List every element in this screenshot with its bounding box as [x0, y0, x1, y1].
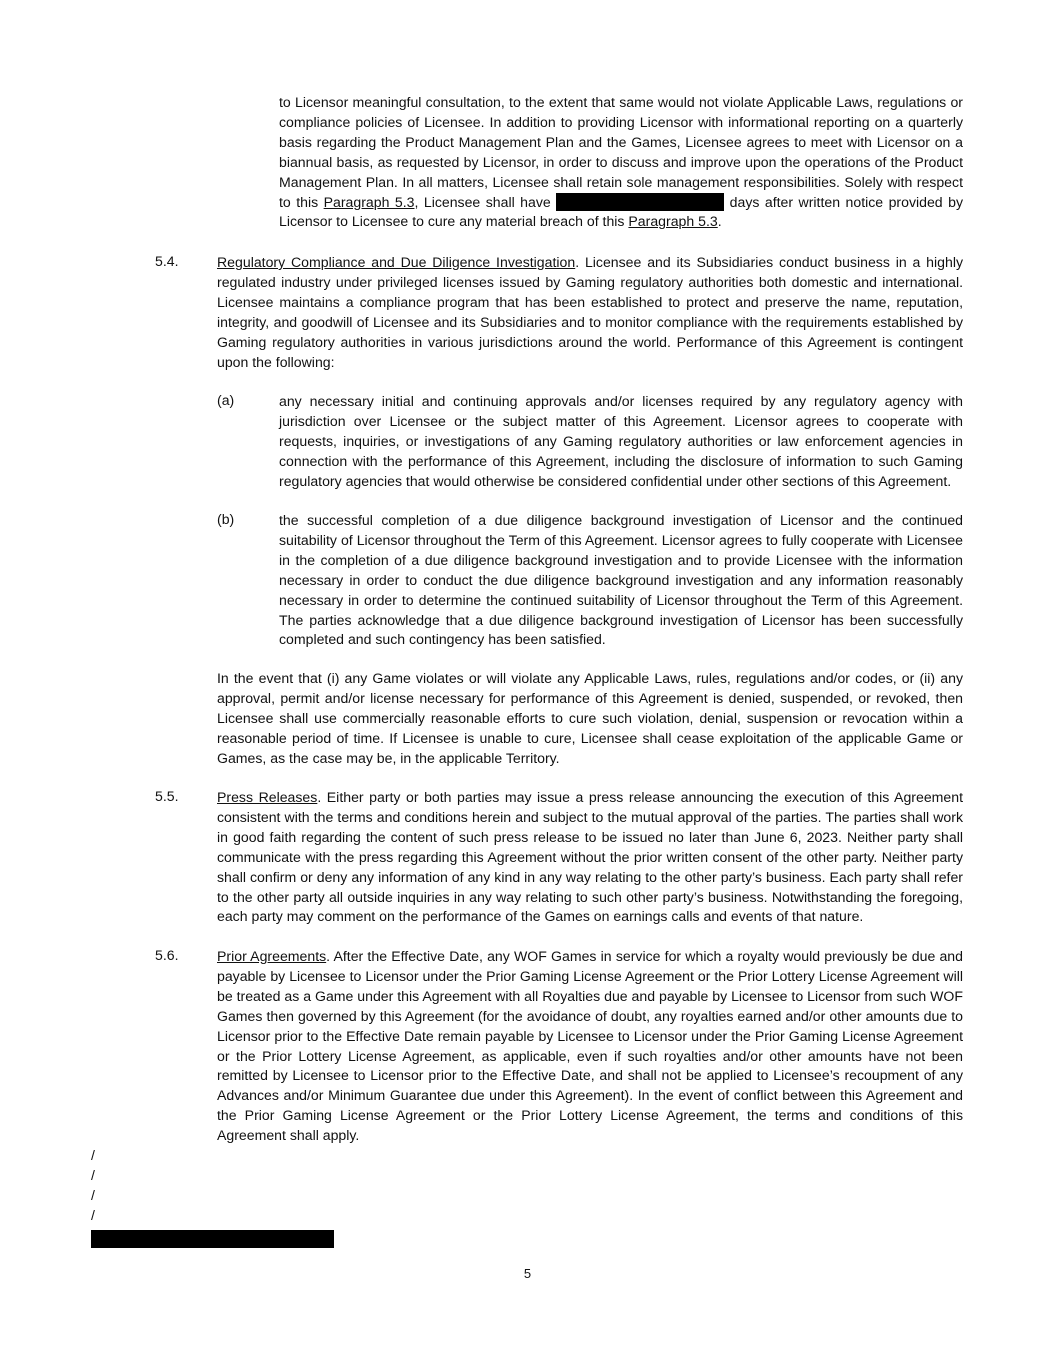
footer-redaction-block	[91, 1230, 334, 1248]
subsection-number: (a)	[217, 392, 235, 408]
subsection-a	[217, 392, 963, 492]
paragraph-ref-link: Paragraph 5.3	[323, 193, 415, 210]
subsection-text: the successful completion of a due diligence background investigation of Licensor and the continued suitability of Licensor throughout the Term of this Agreement. Licensor agrees to fully cooperate with Licensee in the completion of a due diligence background investigation and to provide Licensee with the information necessary in order to conduct the due diligence background investigation and any information reasonably necessary in order to determine the continued suitability of Licensor throughout the Term of this Agreement. The parties acknowledge that a due diligence background investigation of Licensor has been successfully completed and such contingency has been satisfied.	[279, 512, 963, 648]
section-5-6	[155, 947, 963, 1146]
cont-text-d: .	[717, 213, 722, 230]
subsection-text: any necessary initial and continuing approvals and/or licenses required by any regulatory agency with jurisdiction over Licensee or the subject matter of this Agreement. Licensor agrees to cooperate with requests, inquiries, or investigations of any Gaming regulatory authorities or law enforcement agencies in connection with the performance of this Agreement, including the disclosure of information to such Gaming regulatory agencies that would otherwise be considered confidential under other sections of this Agreement.	[279, 393, 963, 489]
section-heading: Prior Agreements	[217, 948, 327, 964]
cont-text-c: days after written notice provided by Licensor to Licensee to cure any material breach of this	[279, 193, 963, 230]
redaction-block	[556, 193, 724, 211]
section-text: . Either party or both parties may issue a press release announcing the execution of this Agreement consistent with the terms and conditions herein and subject to the mutual approval of the parties. The parties shall work in good faith regarding the content of such press release to be issued no later than June 6, 2023. Neither party shall communicate with the press regarding this Agreement without the prior written consent of the other party. Neither party shall confirm or deny any information of any kind in any way relating to the other party’s business. Each party shall refer to the other party all outside inquiries in any way relating to such other party’s business. Notwithstanding the foregoing, each party may comment on the performance of the Games on earnings calls and events of that nature.	[217, 789, 963, 925]
cont-text-b: , Licensee shall have	[414, 193, 557, 210]
section-heading: Regulatory Compliance and Due Diligence Investigation	[217, 254, 576, 270]
page-number: 5	[523, 1266, 532, 1281]
section-text: . Licensee and its Subsidiaries conduct business in a highly regulated industry under privileged licenses issued by Gaming regulatory authorities both domestic and international. Licensee maintains a compliance program that has been established to protect and preserve the name, reputation, integrity, and goodwill of Licensee and its Subsidiaries and to monitor compliance with the requirements established by Gaming regulatory authorities in various jurisdictions around the world. Performance of this Agreement is contingent upon the following:	[217, 254, 963, 370]
section-text: . After the Effective Date, any WOF Games in service for which a royalty would previously be due and payable by Licensee to Licensor under the Prior Gaming License Agreement or the Prior Lottery License Agreement will be treated as a Game under this Agreement with all Royalties due and payable by Licensee to Licensor from such WOF Games then governed by this Agreement (for the avoidance of doubt, any royalties earned and/or other amounts due to Licensor prior to the Effective Date remain payable by Licensee to Licensor under the Prior Gaming License Agreement or the Prior Lottery License Agreement, as applicable, even if such royalties and/or other amounts have not been remitted by Licensee to Licensor prior to the Effective Date, and shall not be applied to Licensee’s recoupment of any Advances and/or Minimum Guarantee due under this Agreement). In the event of conflict between this Agreement and the Prior Gaming License Agreement or the Prior Lottery License Agreement, the terms and conditions of this Agreement shall apply.	[217, 948, 963, 1144]
slash-line: /	[91, 1206, 95, 1223]
continued-paragraph-5-3	[279, 93, 963, 232]
closing-paragraph: In the event that (i) any Game violates or will violate any Applicable Laws, rules, regulations and/or codes, or (ii) any approval, permit and/or license necessary for performance of this Agreement is denied, suspended, or revoked, then Licensee shall use commercially reasonable efforts to cure such violation, denial, suspension or revocation within a reasonable period of time. If Licensee is unable to cure, Licensee shall cease exploitation of the applicable Game or Games, as the case may be, in the applicable Territory.	[217, 670, 963, 766]
section-5-4	[155, 253, 963, 372]
slash-line: /	[91, 1166, 95, 1183]
subsection-b	[217, 511, 963, 650]
section-number: 5.4.	[155, 253, 179, 269]
section-5-5	[155, 788, 963, 927]
slash-line: /	[91, 1186, 95, 1203]
paragraph-ref-link: Paragraph 5.3	[628, 213, 718, 230]
section-number: 5.6.	[155, 947, 179, 963]
subsection-number: (b)	[217, 511, 235, 527]
section-number: 5.5.	[155, 788, 179, 804]
slash-markers	[91, 1146, 95, 1226]
slash-line: /	[91, 1147, 95, 1163]
section-5-4-closing	[217, 669, 963, 769]
section-heading: Press Releases	[217, 789, 318, 805]
cont-text-a: to Licensor meaningful consultation, to the extent that same would not violate Applicable Laws, regulations or compliance policies of Licensee. In addition to providing Licensor with informational reporting on a quarterly basis regarding the Product Management Plan and the Games, Licensee agrees to meet with Licensor on a biannual basis, as requested by Licensor, in order to discuss and improve upon the operations of the Product Management Plan. In all matters, Licensee shall retain sole management responsibilities. Solely with respect to this	[279, 94, 963, 210]
